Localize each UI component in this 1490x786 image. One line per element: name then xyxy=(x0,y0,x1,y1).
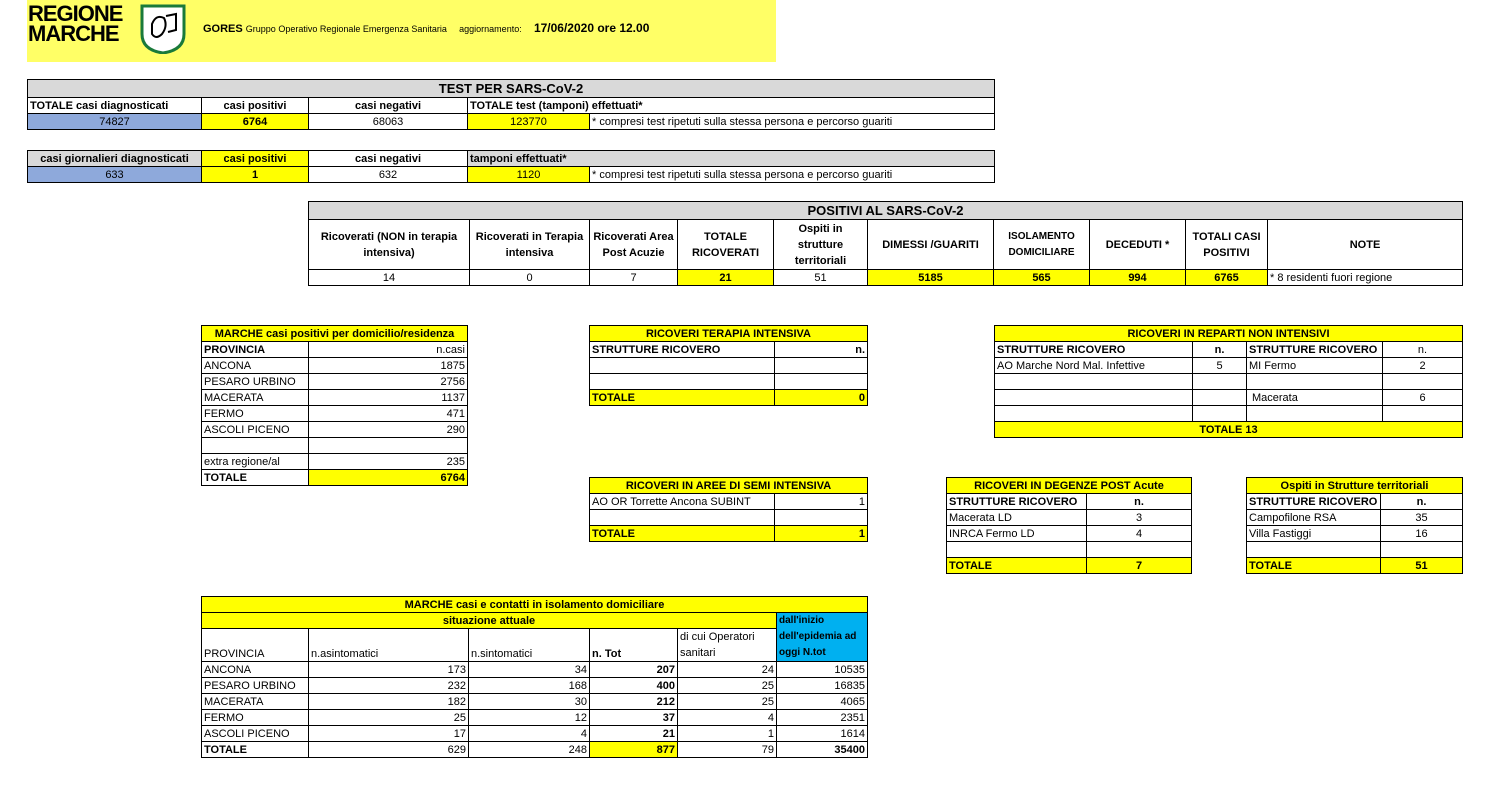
table-cell xyxy=(202,438,309,454)
table-cell: 3 xyxy=(1087,510,1192,526)
positivi-value-ospiti: 51 xyxy=(774,270,868,286)
residenza-table xyxy=(201,325,468,486)
table-cell xyxy=(309,438,468,454)
positivi-value-isolamento: 565 xyxy=(994,270,1090,286)
table-cell: 4 xyxy=(469,726,590,742)
isolamento-total-sintomatici: 248 xyxy=(469,742,590,758)
positivi-value-totale-ricoverati: 21 xyxy=(678,270,774,286)
table-cell: 16835 xyxy=(777,678,868,694)
test-note: * compresi test ripetuti sulla stessa persona e percorso guariti xyxy=(590,114,995,130)
positivi-title: POSITIVI AL SARS-CoV-2 xyxy=(309,202,1463,220)
region-emblem-icon xyxy=(138,4,188,54)
table-cell: ANCONA xyxy=(202,358,309,374)
table-cell: Campofilone RSA xyxy=(1247,510,1381,526)
daily-header-diagnosticati: casi giornalieri diagnosticati xyxy=(28,151,202,167)
isolamento-header-operatori: di cui Operatori sanitari xyxy=(678,629,777,662)
isolamento-header-tot: n. Tot xyxy=(590,629,678,662)
table-cell xyxy=(995,374,1193,390)
positivi-table xyxy=(308,201,1463,286)
isolamento-since-header: dall'inizio dell'epidemia ad oggi N.tot xyxy=(777,613,868,662)
territoriali-total-value: 51 xyxy=(1381,558,1463,574)
table-cell: 16 xyxy=(1381,526,1463,542)
table-cell: 1 xyxy=(678,726,777,742)
table-cell: 2351 xyxy=(777,710,868,726)
table-cell xyxy=(775,510,868,526)
isolamento-header-sintomatici: n.sintomatici xyxy=(469,629,590,662)
positivi-value-totali: 6765 xyxy=(1186,270,1268,286)
table-cell xyxy=(1087,542,1192,558)
test-header-tamponi: TOTALE test (tamponi) effettuati* xyxy=(468,98,995,114)
table-cell: 1614 xyxy=(777,726,868,742)
table-cell xyxy=(1247,374,1383,390)
table-cell: 212 xyxy=(590,694,678,710)
table-cell: INRCA Fermo LD xyxy=(947,526,1087,542)
daily-header-negativi: casi negativi xyxy=(309,151,468,167)
terapia-intensiva-table xyxy=(589,325,868,406)
positivi-header-deceduti: DECEDUTI * xyxy=(1090,220,1186,270)
table-cell: 25 xyxy=(678,678,777,694)
terapia-col-strutture: STRUTTURE RICOVERO xyxy=(590,342,775,358)
table-cell: FERMO xyxy=(202,710,309,726)
post-acute-col1: STRUTTURE RICOVERO xyxy=(947,494,1087,510)
terapia-col-n: n. xyxy=(775,342,868,358)
table-cell: 4 xyxy=(1087,526,1192,542)
positivi-header-totali: TOTALI CASI POSITIVI xyxy=(1186,220,1268,270)
non-intensivi-col4: n. xyxy=(1383,342,1463,358)
test-value-negativi: 68063 xyxy=(309,114,468,130)
table-cell: 400 xyxy=(590,678,678,694)
non-intensivi-col3: STRUTTURE RICOVERO xyxy=(1247,342,1383,358)
isolamento-total-operatori: 79 xyxy=(678,742,777,758)
daily-header-tamponi: tamponi effettuati* xyxy=(468,151,995,167)
table-cell: 290 xyxy=(309,422,468,438)
residenza-col-ncasi: n.casi xyxy=(309,342,468,358)
table-cell: 25 xyxy=(309,710,469,726)
post-acute-total-label: TOTALE xyxy=(947,558,1087,574)
table-cell: 35 xyxy=(1381,510,1463,526)
table-cell: ANCONA xyxy=(202,662,309,678)
table-cell xyxy=(1247,542,1381,558)
non-intensivi-col2: n. xyxy=(1193,342,1247,358)
positivi-header-ricoverati: Ricoverati (NON in terapia intensiva) xyxy=(309,220,470,270)
table-cell: MACERATA xyxy=(202,694,309,710)
residenza-total-label: TOTALE xyxy=(202,470,309,486)
table-cell: 1137 xyxy=(309,390,468,406)
non-intensivi-total-value: 13 xyxy=(1245,423,1258,436)
table-cell xyxy=(775,374,868,390)
territoriali-title: Ospiti in Strutture territoriali xyxy=(1247,478,1463,494)
table-cell xyxy=(1247,406,1383,422)
table-cell: ASCOLI PICENO xyxy=(202,726,309,742)
positivi-header-dimessi: DIMESSI /GUARITI xyxy=(868,220,994,270)
table-cell: 2 xyxy=(1383,358,1463,374)
table-cell: 168 xyxy=(469,678,590,694)
header-org-short: GORES xyxy=(203,23,243,35)
daily-value-positivi: 1 xyxy=(202,167,309,183)
table-cell: 4065 xyxy=(777,694,868,710)
isolamento-total-tot: 877 xyxy=(590,742,678,758)
isolamento-total-since: 35400 xyxy=(777,742,868,758)
table-cell: Macerata LD xyxy=(947,510,1087,526)
table-cell: AO Marche Nord Mal. Infettive xyxy=(995,358,1193,374)
table-cell: FERMO xyxy=(202,406,309,422)
table-cell: 232 xyxy=(309,678,469,694)
positivi-header-totale-ricoverati: TOTALE RICOVERATI xyxy=(678,220,774,270)
post-acute-total-value: 7 xyxy=(1087,558,1192,574)
table-cell xyxy=(1193,390,1247,406)
table-cell: 12 xyxy=(469,710,590,726)
territoriali-col1: STRUTTURE RICOVERO xyxy=(1247,494,1381,510)
logo-text-line1: REGIONE xyxy=(28,1,123,26)
table-cell: AO OR Torrette Ancona SUBINT xyxy=(590,494,775,510)
daily-value-diagnosticati: 633 xyxy=(28,167,202,183)
positivi-header-post-acuzie: Ricoverati Area Post Acuzie xyxy=(590,220,678,270)
table-cell: 1875 xyxy=(309,358,468,374)
positivi-value-ricoverati: 14 xyxy=(309,270,470,286)
table-cell: 5 xyxy=(1193,358,1247,374)
test-value-tamponi: 123770 xyxy=(468,114,590,130)
residenza-title: MARCHE casi positivi per domicilio/residenza xyxy=(202,326,468,342)
non-intensivi-table xyxy=(994,325,1463,438)
header-update-label: aggiornamento: xyxy=(459,24,522,34)
territoriali-total-label: TOTALE xyxy=(1247,558,1381,574)
terapia-total-value: 0 xyxy=(775,390,868,406)
table-cell: 24 xyxy=(678,662,777,678)
isolamento-total-label: TOTALE xyxy=(202,742,309,758)
residenza-total-value: 6764 xyxy=(309,470,468,486)
isolamento-title: MARCHE casi e contatti in isolamento domiciliare xyxy=(202,597,868,613)
post-acute-table xyxy=(946,477,1192,574)
table-cell xyxy=(1381,542,1463,558)
test-value-totale: 74827 xyxy=(28,114,202,130)
positivi-value-deceduti: 994 xyxy=(1090,270,1186,286)
table-cell: 30 xyxy=(469,694,590,710)
isolamento-header-asintomatici: n.asintomatici xyxy=(309,629,469,662)
table-cell xyxy=(1383,406,1463,422)
terapia-title: RICOVERI TERAPIA INTENSIVA xyxy=(590,326,868,342)
header-org xyxy=(203,21,649,35)
isolamento-total-asintomatici: 629 xyxy=(309,742,469,758)
table-cell: 471 xyxy=(309,406,468,422)
post-acute-col2: n. xyxy=(1087,494,1192,510)
positivi-header-note: NOTE xyxy=(1268,220,1463,270)
positivi-value-dimessi: 5185 xyxy=(868,270,994,286)
test-header-positivi: casi positivi xyxy=(202,98,309,114)
table-cell xyxy=(590,510,775,526)
positivi-header-isolamento: ISOLAMENTO DOMICILIARE xyxy=(994,220,1090,270)
table-cell: PESARO URBINO xyxy=(202,374,309,390)
table-cell: 17 xyxy=(309,726,469,742)
table-cell xyxy=(775,358,868,374)
table-cell: 25 xyxy=(678,694,777,710)
table-cell: 182 xyxy=(309,694,469,710)
semi-title: RICOVERI IN AREE DI SEMI INTENSIVA xyxy=(590,478,868,494)
positivi-header-ospiti: Ospiti in strutture territoriali xyxy=(774,220,868,270)
territoriali-col2: n. xyxy=(1381,494,1463,510)
daily-value-negativi: 632 xyxy=(309,167,468,183)
daily-value-tamponi: 1120 xyxy=(468,167,590,183)
daily-header-positivi: casi positivi xyxy=(202,151,309,167)
test-header-totale: TOTALE casi diagnosticati xyxy=(28,98,202,114)
table-cell: Villa Fastiggi xyxy=(1247,526,1381,542)
table-cell: 235 xyxy=(309,454,468,470)
territoriali-table xyxy=(1246,477,1463,574)
table-cell: 10535 xyxy=(777,662,868,678)
positivi-value-note: * 8 residenti fuori regione xyxy=(1268,270,1463,286)
non-intensivi-title: RICOVERI IN REPARTI NON INTENSIVI xyxy=(995,326,1463,342)
table-cell: 34 xyxy=(469,662,590,678)
header-org-full: Gruppo Operativo Regionale Emergenza Sanitaria xyxy=(245,24,447,34)
table-cell xyxy=(1193,406,1247,422)
daily-note: * compresi test ripetuti sulla stessa persona e percorso guariti xyxy=(590,167,995,183)
isolamento-header-provincia: PROVINCIA xyxy=(202,629,309,662)
test-table xyxy=(27,79,995,130)
non-intensivi-total-label: TOTALE xyxy=(1199,423,1243,436)
table-cell: 173 xyxy=(309,662,469,678)
table-cell: extra regione/al xyxy=(202,454,309,470)
table-cell xyxy=(1383,374,1463,390)
table-cell: 6 xyxy=(1383,390,1463,406)
table-cell xyxy=(995,390,1193,406)
table-cell: MI Fermo xyxy=(1247,358,1383,374)
logo xyxy=(28,1,190,56)
test-header-negativi: casi negativi xyxy=(309,98,468,114)
positivi-value-terapia: 0 xyxy=(470,270,590,286)
semi-total-value: 1 xyxy=(775,526,868,542)
post-acute-title: RICOVERI IN DEGENZE POST Acute xyxy=(947,478,1192,494)
non-intensivi-col1: STRUTTURE RICOVERO xyxy=(995,342,1193,358)
isolamento-table xyxy=(201,596,868,758)
non-intensivi-total xyxy=(995,422,1463,438)
table-cell xyxy=(1193,374,1247,390)
table-cell: 207 xyxy=(590,662,678,678)
terapia-total-label: TOTALE xyxy=(590,390,775,406)
table-cell: 21 xyxy=(590,726,678,742)
test-table-title: TEST PER SARS-CoV-2 xyxy=(28,80,995,98)
semi-total-label: TOTALE xyxy=(590,526,775,542)
positivi-header-terapia: Ricoverati in Terapia intensiva xyxy=(470,220,590,270)
table-cell: MACERATA xyxy=(202,390,309,406)
positivi-value-post-acuzie: 7 xyxy=(590,270,678,286)
logo-text-line2: MARCHE xyxy=(28,21,119,46)
table-cell xyxy=(947,542,1087,558)
table-cell: PESARO URBINO xyxy=(202,678,309,694)
header-update-value: 17/06/2020 ore 12.00 xyxy=(533,21,650,35)
table-cell xyxy=(590,374,775,390)
test-value-positivi: 6764 xyxy=(202,114,309,130)
daily-table xyxy=(27,150,995,183)
table-cell: 4 xyxy=(678,710,777,726)
table-cell xyxy=(590,358,775,374)
semi-intensiva-table xyxy=(589,477,868,542)
table-cell: ASCOLI PICENO xyxy=(202,422,309,438)
residenza-col-provincia: PROVINCIA xyxy=(202,342,309,358)
isolamento-subtitle: situazione attuale xyxy=(202,613,777,629)
table-cell xyxy=(995,406,1193,422)
table-cell: 1 xyxy=(775,494,868,510)
table-cell: 2756 xyxy=(309,374,468,390)
table-cell: Macerata xyxy=(1247,390,1383,406)
table-cell: 37 xyxy=(590,710,678,726)
